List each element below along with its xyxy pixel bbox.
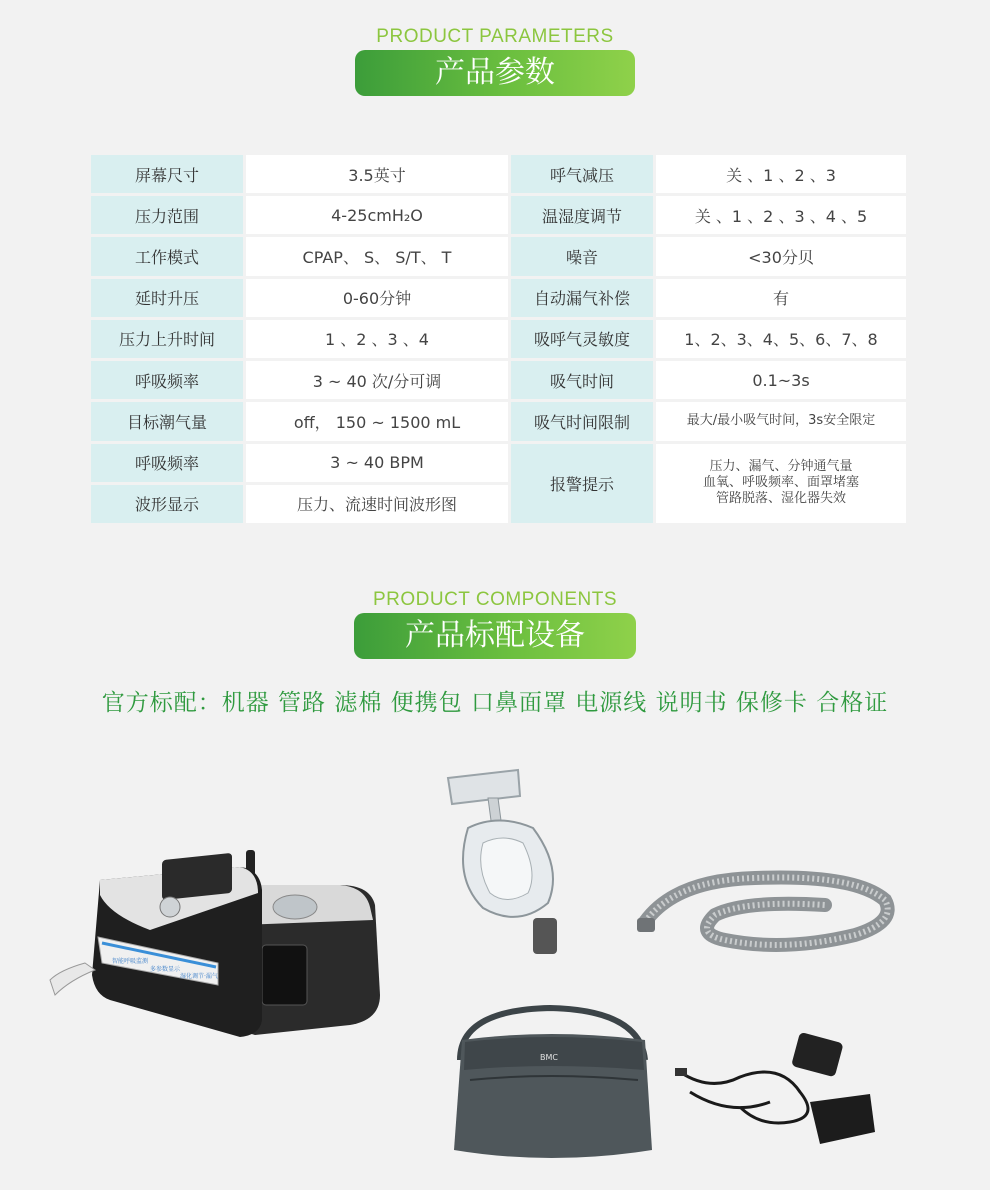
param-value: 最大/最小吸气时间，3s安全限定 <box>656 402 906 440</box>
param-value: 0-60分钟 <box>246 279 508 317</box>
param-value: CPAP、 S、 S/T、 T <box>246 237 508 275</box>
param-key: 压力范围 <box>91 196 243 234</box>
components-cn-title: 产品标配设备 <box>354 613 636 659</box>
param-key: 工作模式 <box>91 237 243 275</box>
table-row <box>91 402 906 440</box>
front-button-2: 多参数显示 <box>150 966 181 973</box>
param-value: 1、2、3、4、5、6、7、8 <box>656 320 906 358</box>
alarm-line: 血氧、呼吸频率、面罩堵塞 <box>702 475 859 491</box>
param-value: 3.5英寸 <box>246 155 508 193</box>
param-key: 屏幕尺寸 <box>91 155 243 193</box>
alarm-key: 报警提示 <box>511 444 653 523</box>
table-row <box>91 279 906 317</box>
param-key: 目标潮气量 <box>91 402 243 440</box>
param-key: 压力上升时间 <box>91 320 243 358</box>
parameters-table <box>88 152 909 526</box>
param-value: 1 、2 、3 、4 <box>246 320 508 358</box>
param-key: 吸呼气灵敏度 <box>511 320 653 358</box>
param-value: 4-25cmH₂O <box>246 196 508 234</box>
param-key: 温湿度调节 <box>511 196 653 234</box>
humidifier-window <box>262 945 307 1005</box>
param-key: 呼吸频率 <box>91 361 243 399</box>
humidifier-port <box>273 895 317 919</box>
table-row <box>91 361 906 399</box>
hose-image <box>635 860 900 955</box>
components-en-title: PRODUCT COMPONENTS <box>372 589 618 610</box>
hose-connector <box>637 918 655 932</box>
param-value: off， 150 ~ 1500 mL <box>246 402 508 440</box>
oximeter-probe <box>50 963 95 995</box>
hose-tube <box>645 877 888 944</box>
mask-forehead-support <box>448 770 520 804</box>
table-row <box>91 320 906 358</box>
power-plug <box>791 1032 844 1077</box>
parameters-header <box>0 26 990 96</box>
param-value: 有 <box>656 279 906 317</box>
param-value: 0.1~3s <box>656 361 906 399</box>
param-key: 自动漏气补偿 <box>511 279 653 317</box>
param-value: 3 ~ 40 BPM <box>246 444 508 482</box>
table-row <box>91 155 906 193</box>
param-value: 关 、1 、2 、3 、4 、5 <box>656 196 906 234</box>
parameters-en-title: PRODUCT PARAMETERS <box>376 26 614 47</box>
adapter-brick <box>810 1094 875 1144</box>
front-button-3: 湿化调节·漏气 <box>180 973 218 980</box>
param-value: <30分贝 <box>656 237 906 275</box>
alarm-value <box>656 444 906 523</box>
param-value: 压力、流速时间波形图 <box>246 485 508 523</box>
param-key: 吸气时间限制 <box>511 402 653 440</box>
param-key: 吸气时间 <box>511 361 653 399</box>
mask-elbow <box>533 918 557 954</box>
param-key: 延时升压 <box>91 279 243 317</box>
power-adapter-image <box>670 1032 880 1157</box>
mask-shell <box>481 838 532 900</box>
control-knob <box>160 897 180 917</box>
alarm-line: 管路脱落、湿化器失效 <box>715 491 846 507</box>
cpap-machine-image <box>40 845 385 1040</box>
bag-logo: BMC <box>540 1053 558 1062</box>
power-cable-2 <box>690 1092 770 1108</box>
param-key: 噪音 <box>511 237 653 275</box>
dc-connector <box>675 1068 687 1076</box>
param-key: 呼吸频率 <box>91 444 243 482</box>
alarm-line: 压力、漏气、分钟通气量 <box>709 459 853 475</box>
screen <box>162 853 232 900</box>
param-value: 3 ~ 40 次/分可调 <box>246 361 508 399</box>
parameters-cn-title: 产品参数 <box>355 50 635 96</box>
front-button-1: 智能呼吸监测 <box>112 958 149 965</box>
face-mask-image <box>438 768 573 958</box>
table-row <box>91 237 906 275</box>
param-key: 呼气减压 <box>511 155 653 193</box>
carry-bag-image <box>440 1000 662 1168</box>
param-value: 关 、1 、2 、3 <box>656 155 906 193</box>
components-header <box>0 589 990 659</box>
param-key: 波形显示 <box>91 485 243 523</box>
table-row <box>91 444 906 482</box>
table-row <box>91 196 906 234</box>
standard-config-text: 官方标配：机器 管路 滤棉 便携包 口鼻面罩 电源线 说明书 保修卡 合格证 <box>101 690 889 716</box>
